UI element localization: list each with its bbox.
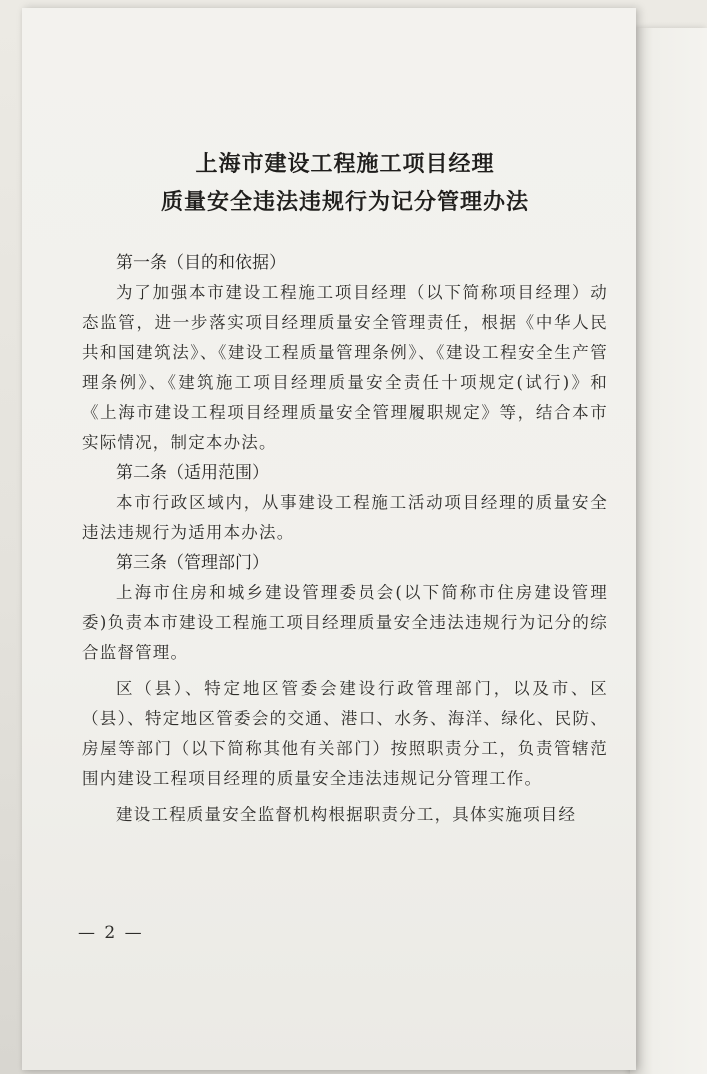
article-heading: 第三条（管理部门） bbox=[116, 553, 269, 573]
page-number: — 2 — bbox=[78, 923, 144, 943]
article-paragraph: 本市行政区域内，从事建设工程施工活动项目经理的质量安全违法违规行为适用本办法。 bbox=[82, 493, 608, 542]
page-content bbox=[82, 146, 608, 830]
article-paragraph: 为了加强本市建设工程施工项目经理（以下简称项目经理）动态监管，进一步落实项目经理质量安全管理责任，根据《中华人民共和国建筑法》、《建设工程质量管理条例》、《建设工程安全生产管理条例》、《建筑施工项目经理质量安全责任十项规定(试行)》和《上海市建设工程项目经理质量安全管理履职规定》等，结合本市实际情况，制定本办法。 bbox=[82, 283, 608, 452]
article-paragraph: 建设工程质量安全监督机构根据职责分工，具体实施项目经 bbox=[116, 805, 577, 824]
article-paragraph: 区（县）、特定地区管委会建设行政管理部门，以及市、区（县）、特定地区管委会的交通、港口、水务、海洋、绿化、民防、房屋等部门（以下简称其他有关部门）按照职责分工，负责管辖范围内建设工程项目经理的质量安全违法违规记分管理工作。 bbox=[82, 679, 608, 788]
article-1 bbox=[82, 248, 608, 458]
article-heading: 第一条（目的和依据） bbox=[116, 253, 286, 273]
title-line-1: 上海市建设工程施工项目经理 bbox=[195, 152, 495, 177]
title-line-2: 质量安全违法违规行为记分管理办法 bbox=[160, 190, 529, 215]
adjacent-page-edge bbox=[630, 28, 707, 1074]
article-heading: 第二条（适用范围） bbox=[116, 463, 269, 483]
article-3 bbox=[82, 548, 608, 830]
document-title bbox=[82, 146, 608, 222]
document-page bbox=[22, 8, 636, 1070]
article-2 bbox=[82, 458, 608, 548]
article-paragraph: 上海市住房和城乡建设管理委员会(以下简称市住房建设管理委)负责本市建设工程施工项目经理质量安全违法违规行为记分的综合监督管理。 bbox=[82, 583, 608, 662]
